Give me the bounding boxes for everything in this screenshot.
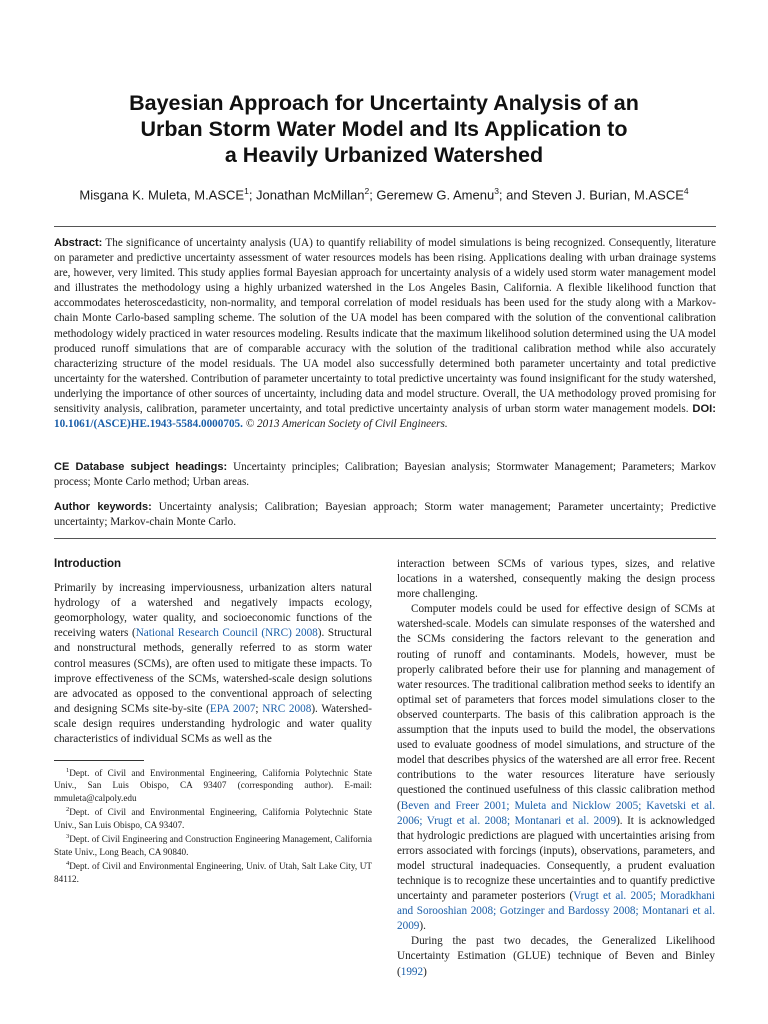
right-p3-text-a: During the past two decades, the Generalized Likelihood Uncertainty Estimation (GLUE) technique of Beven and Binley ( [397,935,715,978]
abstract-text: The significance of uncertainty analysis (UA) to quantify reliability of model simulations is being recognized. Consequently, literature on parameter and predictive uncertainty assessment of water resources models has been rising. Applications dealing with urban drainage systems are, however, very limited. This study applies formal Bayesian approach for uncertainty analysis of a widely used storm water management model and illustrates the methodology using a highly urbanized watershed in the Los Angeles Basin, California. A flexible likelihood function that accommodates heteroscedasticity, non-normality, and temporal correlation of model residuals has been used for the study along with a Markov-chain Monte Carlo-based sampling scheme. The solution of the UA model has been compared with the solution of the conventional calibration methodology widely practiced in water resources modeling. Results indicate that the maximum likelihood solution determined using the UA model produced runoff simulations that are of comparable accuracy with the solution of the traditional calibration method while also accurately characterizing structure of the model residuals. The UA model also successfully determined both parameter uncertainty and total predictive uncertainty for the watershed. Contribution of parameter uncertainty to total predictive uncertainty was found insignificant for the study watershed, underlying the importance of other sources of uncertainty, including data and model structure. Overall, the UA methodology proved promising for sensitivity analysis, calibration, parameter uncertainty, and total predictive uncertainty analysis of urban storm water management models. [54,237,716,416]
section-heading-introduction: Introduction [54,558,122,570]
footnote-1-text: Dept. of Civil and Environmental Engineering, California Polytechnic State Univ., San Luis Obispo, CA 93407 (corresponding author). E-mail: mmuleta@calpoly.edu [54,768,372,803]
footnote-1-mark: 1 [66,767,70,774]
footnote-2-mark: 2 [66,806,70,814]
author-3: ; Geremew G. Amenu [369,187,495,203]
right-paragraph-1: interaction between SCMs of various types, sizes, and relative locations in a watershed, consequently making the design process more challenging. [397,558,715,601]
citation-beven-binley-1992[interactable]: 1992 [400,965,424,978]
footnote-3-mark: 3 [66,833,70,841]
intro-text-sep: ; [255,702,263,715]
author-4-affil: 4 [683,186,689,196]
author-1-affil: 1 [244,186,249,196]
footnote-3 [54,831,372,858]
author-2-affil: 2 [364,186,370,196]
header-rule [54,226,716,227]
author-keywords-text: Uncertainty analysis; Calibration; Bayesian approach; Storm water management; Parameter uncertainty; Predictive uncertainty; Markov-chain Monte Carlo. [54,501,716,529]
right-p3-text-b: ) [423,965,427,978]
citation-epa-2007[interactable]: EPA 2007 [209,702,256,715]
abstract-rule [54,538,716,539]
author-2: ; Jonathan McMillan [248,187,365,203]
intro-text-b: ). Structural and nonstructural methods, generally referred to as storm water control measures (SCMs), are often used to mitigate these impacts. To improve effectiveness of the SCMs, watershed-scale design solutions are advocated as opposed to the conventional approach of selecting and designing SCMs site-by-site ( [54,627,372,715]
intro-text-a: Primarily by increasing imperviousness, urbanization alters natural hydrology of a watershed and negatively impacts ecology, geomorphology, water quality, and socioeconomic functions of the receiving waters ( [54,582,372,640]
citation-nrc-2008[interactable]: National Research Council (NRC) 2008 [135,627,318,640]
author-list [40,183,728,203]
title-line-3: a Heavily Urbanized Watershed [224,143,544,167]
citation-group-1[interactable]: Beven and Freer 2001; Muleta and Nicklow 2005; Kavetski et al. 2006; Vrugt et al. 2008; Montanari et al. 2009 [397,799,715,827]
doi-label: DOI: [692,403,716,416]
intro-paragraph-1 [54,581,372,747]
title-line-1: Bayesian Approach for Uncertainty Analysis of an [129,91,639,115]
citation-nrc-2008-b[interactable]: NRC 2008 [262,702,312,715]
citation-group-2[interactable]: Vrugt et al. 2005; Moradkhani and Sorooshian 2008; Gotzinger and Bardossy 2008; Montanari et al. 2009 [397,890,715,933]
ce-headings-label: CE Database subject headings: [54,461,228,473]
right-p2-text-d: ). [419,920,426,933]
footnote-2-text: Dept. of Civil and Environmental Engineering, California Polytechnic State Univ., San Luis Obispo, CA 93407. [54,807,372,830]
footnote-1 [54,765,372,804]
footnote-rule [54,760,144,761]
author-keywords [54,500,716,530]
author-keywords-label: Author keywords: [54,501,152,513]
author-3-affil: 3 [494,186,499,196]
abstract-label: Abstract: [54,237,103,249]
right-p2-text-b: ). It is acknowledged that hydrologic predictions are plagued with uncertainties arising from errors associated with forcings (inputs), observations, parameters, and model structural inadequacies. Consequently, a prudent evaluation technique is to recognize these uncertainties and to quantify predictive uncertainty and parameter posteriors ( [397,814,715,903]
author-1: Misgana K. Muleta, M.ASCE [79,187,245,203]
footnote-4 [54,858,372,885]
paper-title [60,90,708,168]
footnote-4-text: Dept. of Civil and Environmental Engineering, Univ. of Utah, Salt Lake City, UT 84112. [54,861,372,884]
footnote-4-mark: 4 [66,860,70,868]
author-4: ; and Steven J. Burian, M.ASCE [498,187,684,203]
intro-text-d: ). Watershed-scale design requires understanding hydrologic and water quality characteristics of individual SCMs as well as the [54,702,372,746]
right-column [397,557,715,980]
doi-link[interactable]: 10.1061/(ASCE)HE.1943-5584.0000705. [54,418,243,431]
footnotes [54,765,372,885]
right-paragraph-3 [397,934,715,979]
abstract [54,236,716,432]
footnote-3-text: Dept. of Civil Engineering and Construction Engineering Management, California State Univ., Long Beach, CA 90840. [54,834,372,857]
ce-headings-text: Uncertainty principles; Calibration; Bayesian analysis; Stormwater Management; Parameters; Markov process; Monte Carlo method; Urban areas. [54,461,716,489]
left-column [54,557,372,747]
copyright-notice: © 2013 American Society of Civil Engineers. [242,418,448,431]
right-p2-text-a: Computer models could be used for effective design of SCMs at watershed-scale. Models can simulate responses of the watershed and the SCMs considering the factors relevant to the generation and routing of runoff and contaminants. Models, however, must be properly calibrated before their use for planning and management of water resources. The traditional calibration method seeks to identify an optimal set of parameters that forces model simulations closer to the observed counterparts. The basis of this calibration approach is the assumption that the inputs used to build the model, the observations used to evaluate goodness of model simulations, and structure of the model that describes physics of the watershed are all error free. Recent contributions to the water resources literature have seriously questioned the continued usefulness of this classic calibration method ( [397,603,715,812]
footnote-2 [54,804,372,831]
right-paragraph-2 [397,602,715,934]
title-line-2: Urban Storm Water Model and Its Application to [140,117,628,141]
ce-subject-headings [54,460,716,490]
